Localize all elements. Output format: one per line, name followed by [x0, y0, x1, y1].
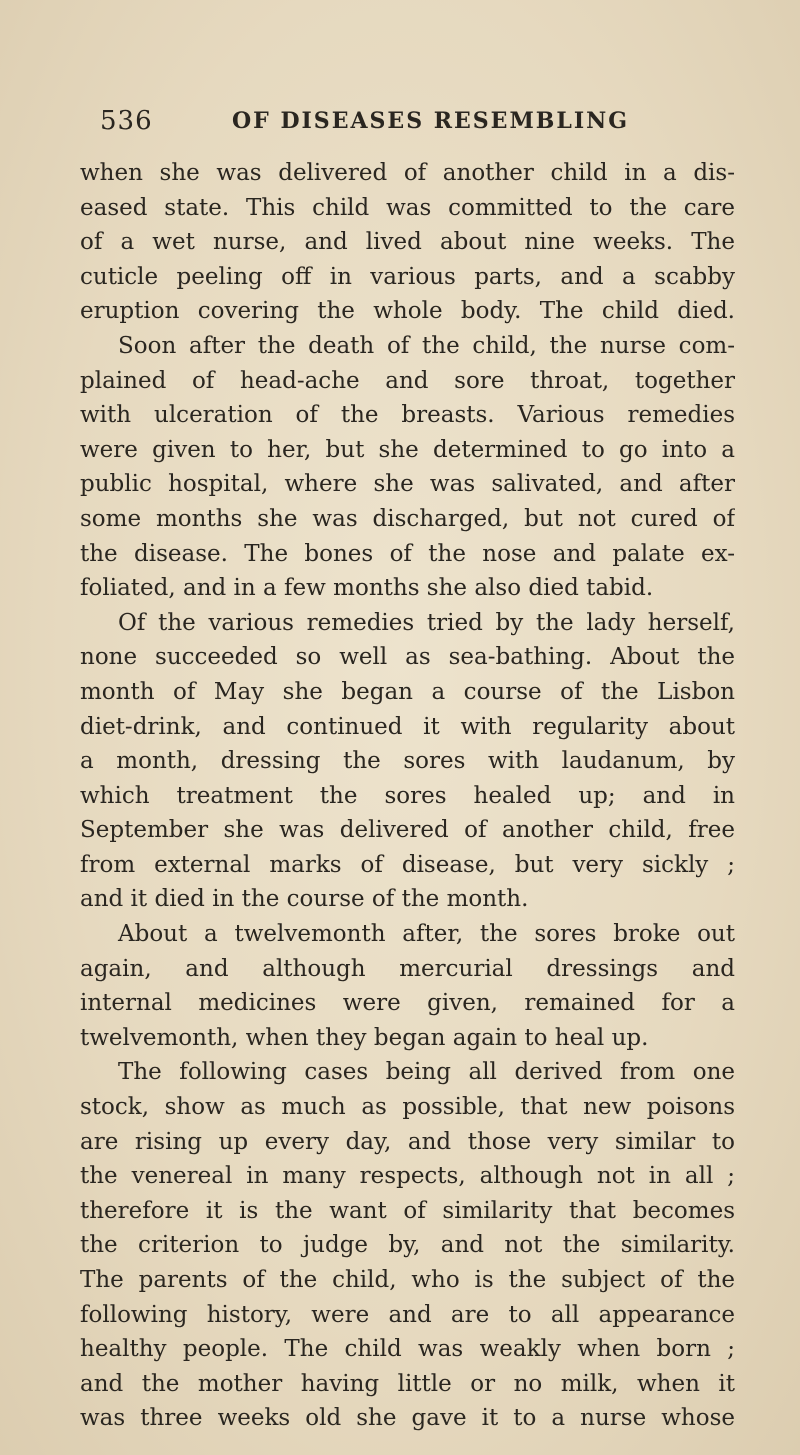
- text-line: therefore it is the want of similarity that becomes: [80, 1197, 735, 1224]
- text-line: were given to her, but she determined to go into a: [80, 436, 735, 463]
- text-line: cuticle peeling off in various parts, and a scabby: [80, 263, 735, 290]
- text-line: diet-drink, and continued it with regularity about: [80, 713, 735, 740]
- text-line: September she was delivered of another child, free: [80, 817, 735, 844]
- text-line: again, and although mercurial dressings and: [80, 955, 735, 982]
- text-line: healthy people. The child was weakly when born ;: [80, 1336, 735, 1363]
- text-line: internal medicines were given, remained for a: [80, 990, 735, 1017]
- page-number: 536: [100, 106, 153, 136]
- text-line: foliated, and in a few months she also died tabid.: [80, 575, 654, 602]
- text-line: public hospital, where she was salivated, and after: [80, 471, 735, 498]
- text-line: plained of head-ache and sore throat, together: [80, 367, 735, 394]
- text-line: following history, were and are to all appearance: [80, 1301, 735, 1328]
- text-line: the venereal in many respects, although not in all ;: [80, 1163, 735, 1190]
- text-line: About a twelvemonth after, the sores broke out: [118, 921, 735, 948]
- text-line: and it died in the course of the month.: [80, 886, 529, 913]
- text-line: are rising up every day, and those very similar to: [80, 1128, 735, 1155]
- text-line: the disease. The bones of the nose and palate ex-: [80, 540, 735, 567]
- text-line: Of the various remedies tried by the lady herself,: [118, 609, 735, 636]
- text-line: when she was delivered of another child in a dis-: [80, 160, 735, 186]
- text-line: of a wet nurse, and lived about nine weeks. The: [80, 229, 735, 256]
- text-line: which treatment the sores healed up; and in: [80, 782, 735, 809]
- text-line: eruption covering the whole body. The child died.: [80, 298, 735, 325]
- text-line: Soon after the death of the child, the nurse com-: [118, 332, 735, 359]
- text-line: a month, dressing the sores with laudanum, by: [80, 748, 735, 775]
- text-line: some months she was discharged, but not cured of: [80, 505, 735, 532]
- text-line: with ulceration of the breasts. Various remedies: [80, 402, 735, 429]
- text-line: The following cases being all derived from one: [118, 1059, 735, 1086]
- running-title: OF DISEASES RESEMBLING: [232, 108, 630, 134]
- text-line: eased state. This child was committed to the care: [80, 194, 735, 221]
- text-line: The parents of the child, who is the subject of the: [80, 1267, 735, 1293]
- text-line: was three weeks old she gave it to a nurse whose: [80, 1405, 735, 1432]
- page-header: [100, 106, 720, 146]
- body-text: [80, 156, 735, 1436]
- text-line: none succeeded so well as sea-bathing. About the: [80, 644, 735, 671]
- text-line: month of May she began a course of the Lisbon: [80, 678, 735, 705]
- text-line: stock, show as much as possible, that new poisons: [80, 1094, 735, 1121]
- text-line: and the mother having little or no milk, when it: [80, 1370, 735, 1397]
- text-line: twelvemonth, when they began again to heal up.: [80, 1024, 649, 1051]
- text-line: from external marks of disease, but very sickly ;: [80, 851, 735, 878]
- text-line: the criterion to judge by, and not the similarity.: [80, 1232, 735, 1259]
